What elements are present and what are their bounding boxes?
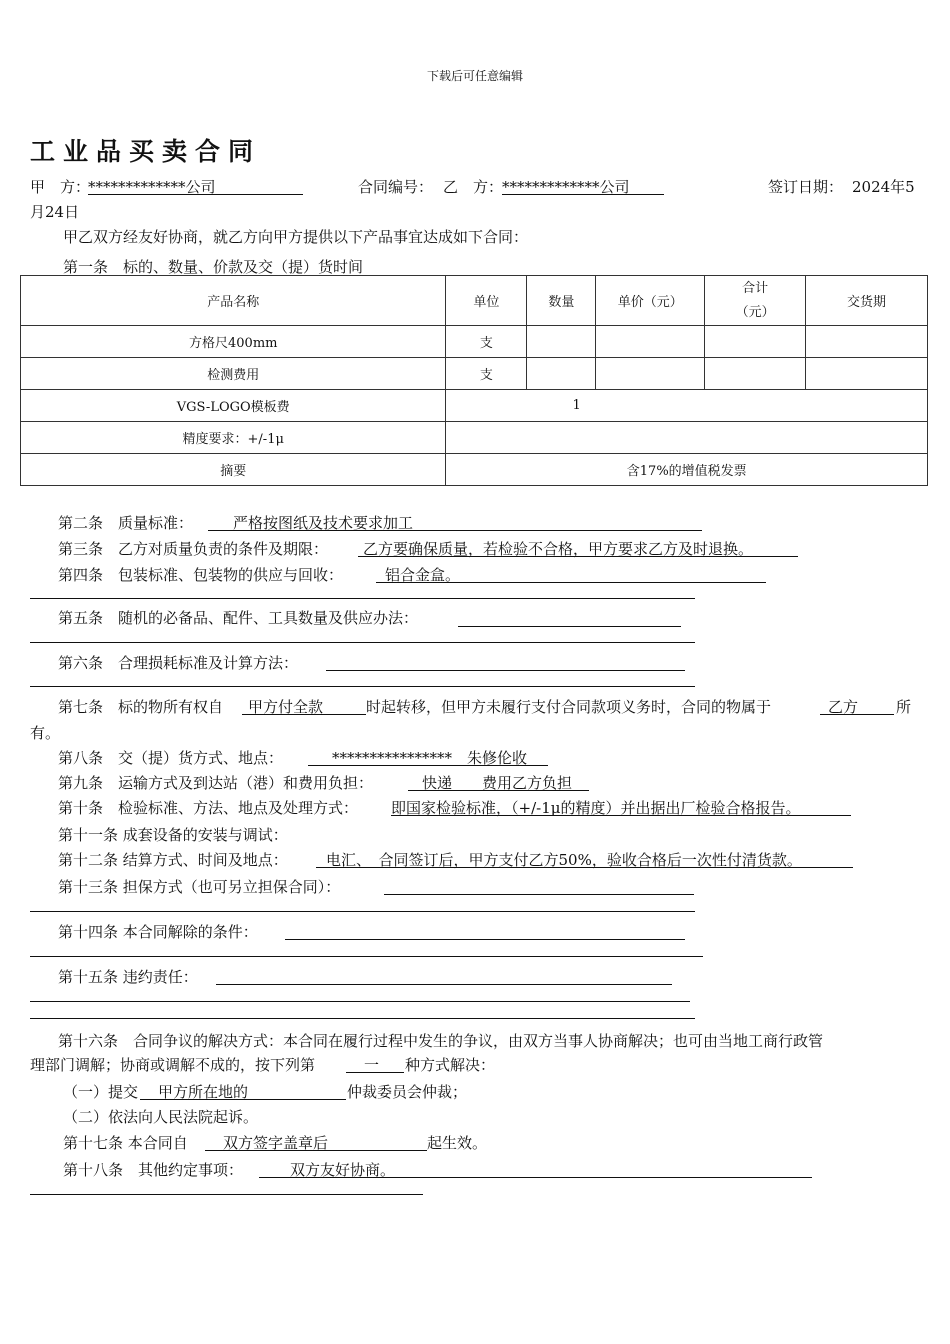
product-table: [20, 275, 928, 486]
article-7-underline1: [242, 714, 366, 715]
col-total: [705, 276, 806, 326]
article-14-label: 第十四条 本合同解除的条件：: [58, 923, 258, 941]
article-12-label: 第十二条 结算方式、时间及地点：: [58, 851, 288, 869]
article-5-underline: [458, 626, 681, 627]
col-product-name: 产品名称: [21, 276, 446, 326]
col-unit: 单位: [446, 276, 527, 326]
article-10-label: 第十条 检验标准、方法、地点及处理方式：: [58, 799, 359, 817]
article-6-underline: [326, 670, 685, 671]
article-9-underline: [408, 790, 589, 791]
col-total-line2: （元）: [735, 304, 775, 320]
seller-underline: [502, 194, 664, 195]
article-7-part3: 所: [896, 698, 912, 716]
article-9-label: 第九条 运输方式及到达站（港）和费用负担：: [58, 774, 374, 792]
article-17-label: 第十七条 本合同自: [63, 1134, 188, 1152]
article-4-underline: [376, 582, 766, 583]
article-7-part2: 时起转移，但甲方未履行支付合同款项义务时，合同的物属于: [366, 698, 772, 716]
option-1-value: 甲方所在地的: [158, 1083, 249, 1101]
row-unit-price: [596, 358, 705, 390]
article-11-label: 第十一条 成套设备的安装与调试：: [58, 826, 288, 844]
contract-no-label: 合同编号：: [358, 178, 434, 196]
article-5-label: 第五条 随机的必备品、配件、工具数量及供应办法：: [58, 609, 419, 627]
article-8-underline: [308, 765, 548, 766]
article-17-underline: [205, 1150, 427, 1151]
article-2-label: 第二条 质量标准：: [58, 514, 194, 532]
article-7-part1: 第七条 标的物所有权自: [58, 698, 224, 716]
row-total: [705, 326, 806, 358]
blank-line: [30, 598, 695, 599]
col-delivery: 交货期: [806, 276, 928, 326]
row-unit: 支: [446, 358, 527, 390]
article-2-value: 严格按图纸及技术要求加工: [233, 514, 414, 532]
article-17-tail: 起生效。: [427, 1134, 488, 1152]
option-2: （二）依法向人民法院起诉。: [63, 1108, 259, 1126]
option-1-underline: [140, 1099, 346, 1100]
sign-date-part2: 月24日: [30, 203, 80, 221]
row-quantity: [527, 358, 596, 390]
article-3-label: 第三条 乙方对质量负责的条件及期限：: [58, 540, 329, 558]
blank-line: [30, 686, 695, 687]
buyer-underline: [88, 194, 303, 195]
article-9-value: 快递 费用乙方负担: [422, 774, 573, 792]
buyer-label: 甲 方：: [30, 178, 91, 196]
blank-line: [30, 956, 703, 957]
header-note: 下载后可任意编辑: [426, 69, 523, 83]
row-total: [705, 358, 806, 390]
article-15-underline: [216, 984, 672, 985]
table-row: [21, 358, 928, 390]
article-12-underline: [316, 867, 853, 868]
article-18-label: 第十八条 其他约定事项：: [63, 1161, 244, 1179]
blank-line: [30, 642, 695, 643]
article-16-part2: 理部门调解；协商或调解不成的，按下列第: [30, 1056, 316, 1074]
row-quantity: [527, 326, 596, 358]
blank-line: [30, 1018, 695, 1019]
article-10-underline: [391, 815, 851, 816]
option-1-label: （一）提交: [63, 1083, 139, 1101]
article-13-underline: [384, 894, 694, 895]
contract-title: 工业品买卖合同: [30, 137, 262, 166]
row-logo-fee-value: 1: [446, 390, 928, 422]
article-4-value: 铝合金盒。: [385, 566, 461, 584]
article-7-part4: 有。: [30, 724, 61, 742]
intro-text: 甲乙双方经友好协商，就乙方向甲方提供以下产品事宜达成如下合同：: [63, 228, 529, 246]
seller-name: *************公司: [502, 178, 630, 196]
row-summary-value: 含17%的增值税发票: [446, 454, 928, 486]
article-12-value: 电汇、 合同签订后，甲方支付乙方50%，验收合格后一次性付清货款。: [326, 851, 802, 869]
blank-line: [30, 1194, 423, 1195]
row-unit-price: [596, 326, 705, 358]
table-row-summary: [21, 454, 928, 486]
row-delivery: [806, 326, 928, 358]
table-row-precision: [21, 422, 928, 454]
table-row-logo-fee: [21, 390, 928, 422]
article-1-title: 第一条 标的、数量、价款及交（提）货时间: [63, 258, 364, 276]
sign-date-part1: 2024年5: [852, 178, 915, 196]
article-4-label: 第四条 包装标准、包装物的供应与回收：: [58, 566, 344, 584]
article-18-value: 双方友好协商。: [290, 1161, 396, 1179]
article-16-underline: [346, 1072, 404, 1073]
buyer-name: *************公司: [88, 178, 216, 196]
row-product-name: VGS-LOGO模板费: [21, 390, 446, 422]
row-unit: 支: [446, 326, 527, 358]
article-15-label: 第十五条 违约责任：: [58, 968, 198, 986]
article-17-value: 双方签字盖章后: [223, 1134, 329, 1152]
sign-date-label: 签订日期：: [768, 178, 844, 196]
article-16-value: 一: [364, 1056, 380, 1074]
row-precision-value: [446, 422, 928, 454]
col-unit-price: 单价（元）: [596, 276, 705, 326]
article-6-label: 第六条 合理损耗标准及计算方法：: [58, 654, 299, 672]
option-1-tail: 仲裁委员会仲裁；: [347, 1083, 468, 1101]
article-13-label: 第十三条 担保方式（也可另立担保合同）：: [58, 878, 341, 896]
article-18-underline: [259, 1177, 812, 1178]
row-summary-label: 摘要: [21, 454, 446, 486]
seller-label: 乙 方：: [443, 178, 504, 196]
article-16-part1: 第十六条 合同争议的解决方式：本合同在履行过程中发生的争议，由双方当事人协商解决；也可由当地工商行政管: [58, 1032, 824, 1050]
article-7-value1: 甲方付全款: [248, 698, 324, 716]
row-product-name: 检测费用: [21, 358, 446, 390]
row-precision-label: 精度要求：+/-1μ: [21, 422, 446, 454]
col-quantity: 数量: [527, 276, 596, 326]
blank-line: [30, 1001, 690, 1002]
article-8-label: 第八条 交（提）货方式、地点：: [58, 749, 284, 767]
table-header-row: [21, 276, 928, 326]
article-7-value2: 乙方: [828, 698, 859, 716]
article-8-value: **************** 朱修伦收: [332, 749, 528, 767]
blank-line: [30, 911, 695, 912]
row-delivery: [806, 358, 928, 390]
col-total-line1: 合计: [742, 280, 769, 296]
article-7-underline2: [820, 714, 894, 715]
article-16-part3: 种方式解决：: [405, 1056, 496, 1074]
article-2-underline: [208, 530, 702, 531]
article-3-underline: [358, 556, 798, 557]
article-14-underline: [285, 939, 685, 940]
row-product-name: 方格尺400mm: [21, 326, 446, 358]
article-3-value: 乙方要确保质量，若检验不合格，甲方要求乙方及时退换。: [363, 540, 754, 558]
article-10-value: 即国家检验标准，（+/-1μ的精度）并出据出厂检验合格报告。: [391, 799, 801, 817]
table-row: [21, 326, 928, 358]
